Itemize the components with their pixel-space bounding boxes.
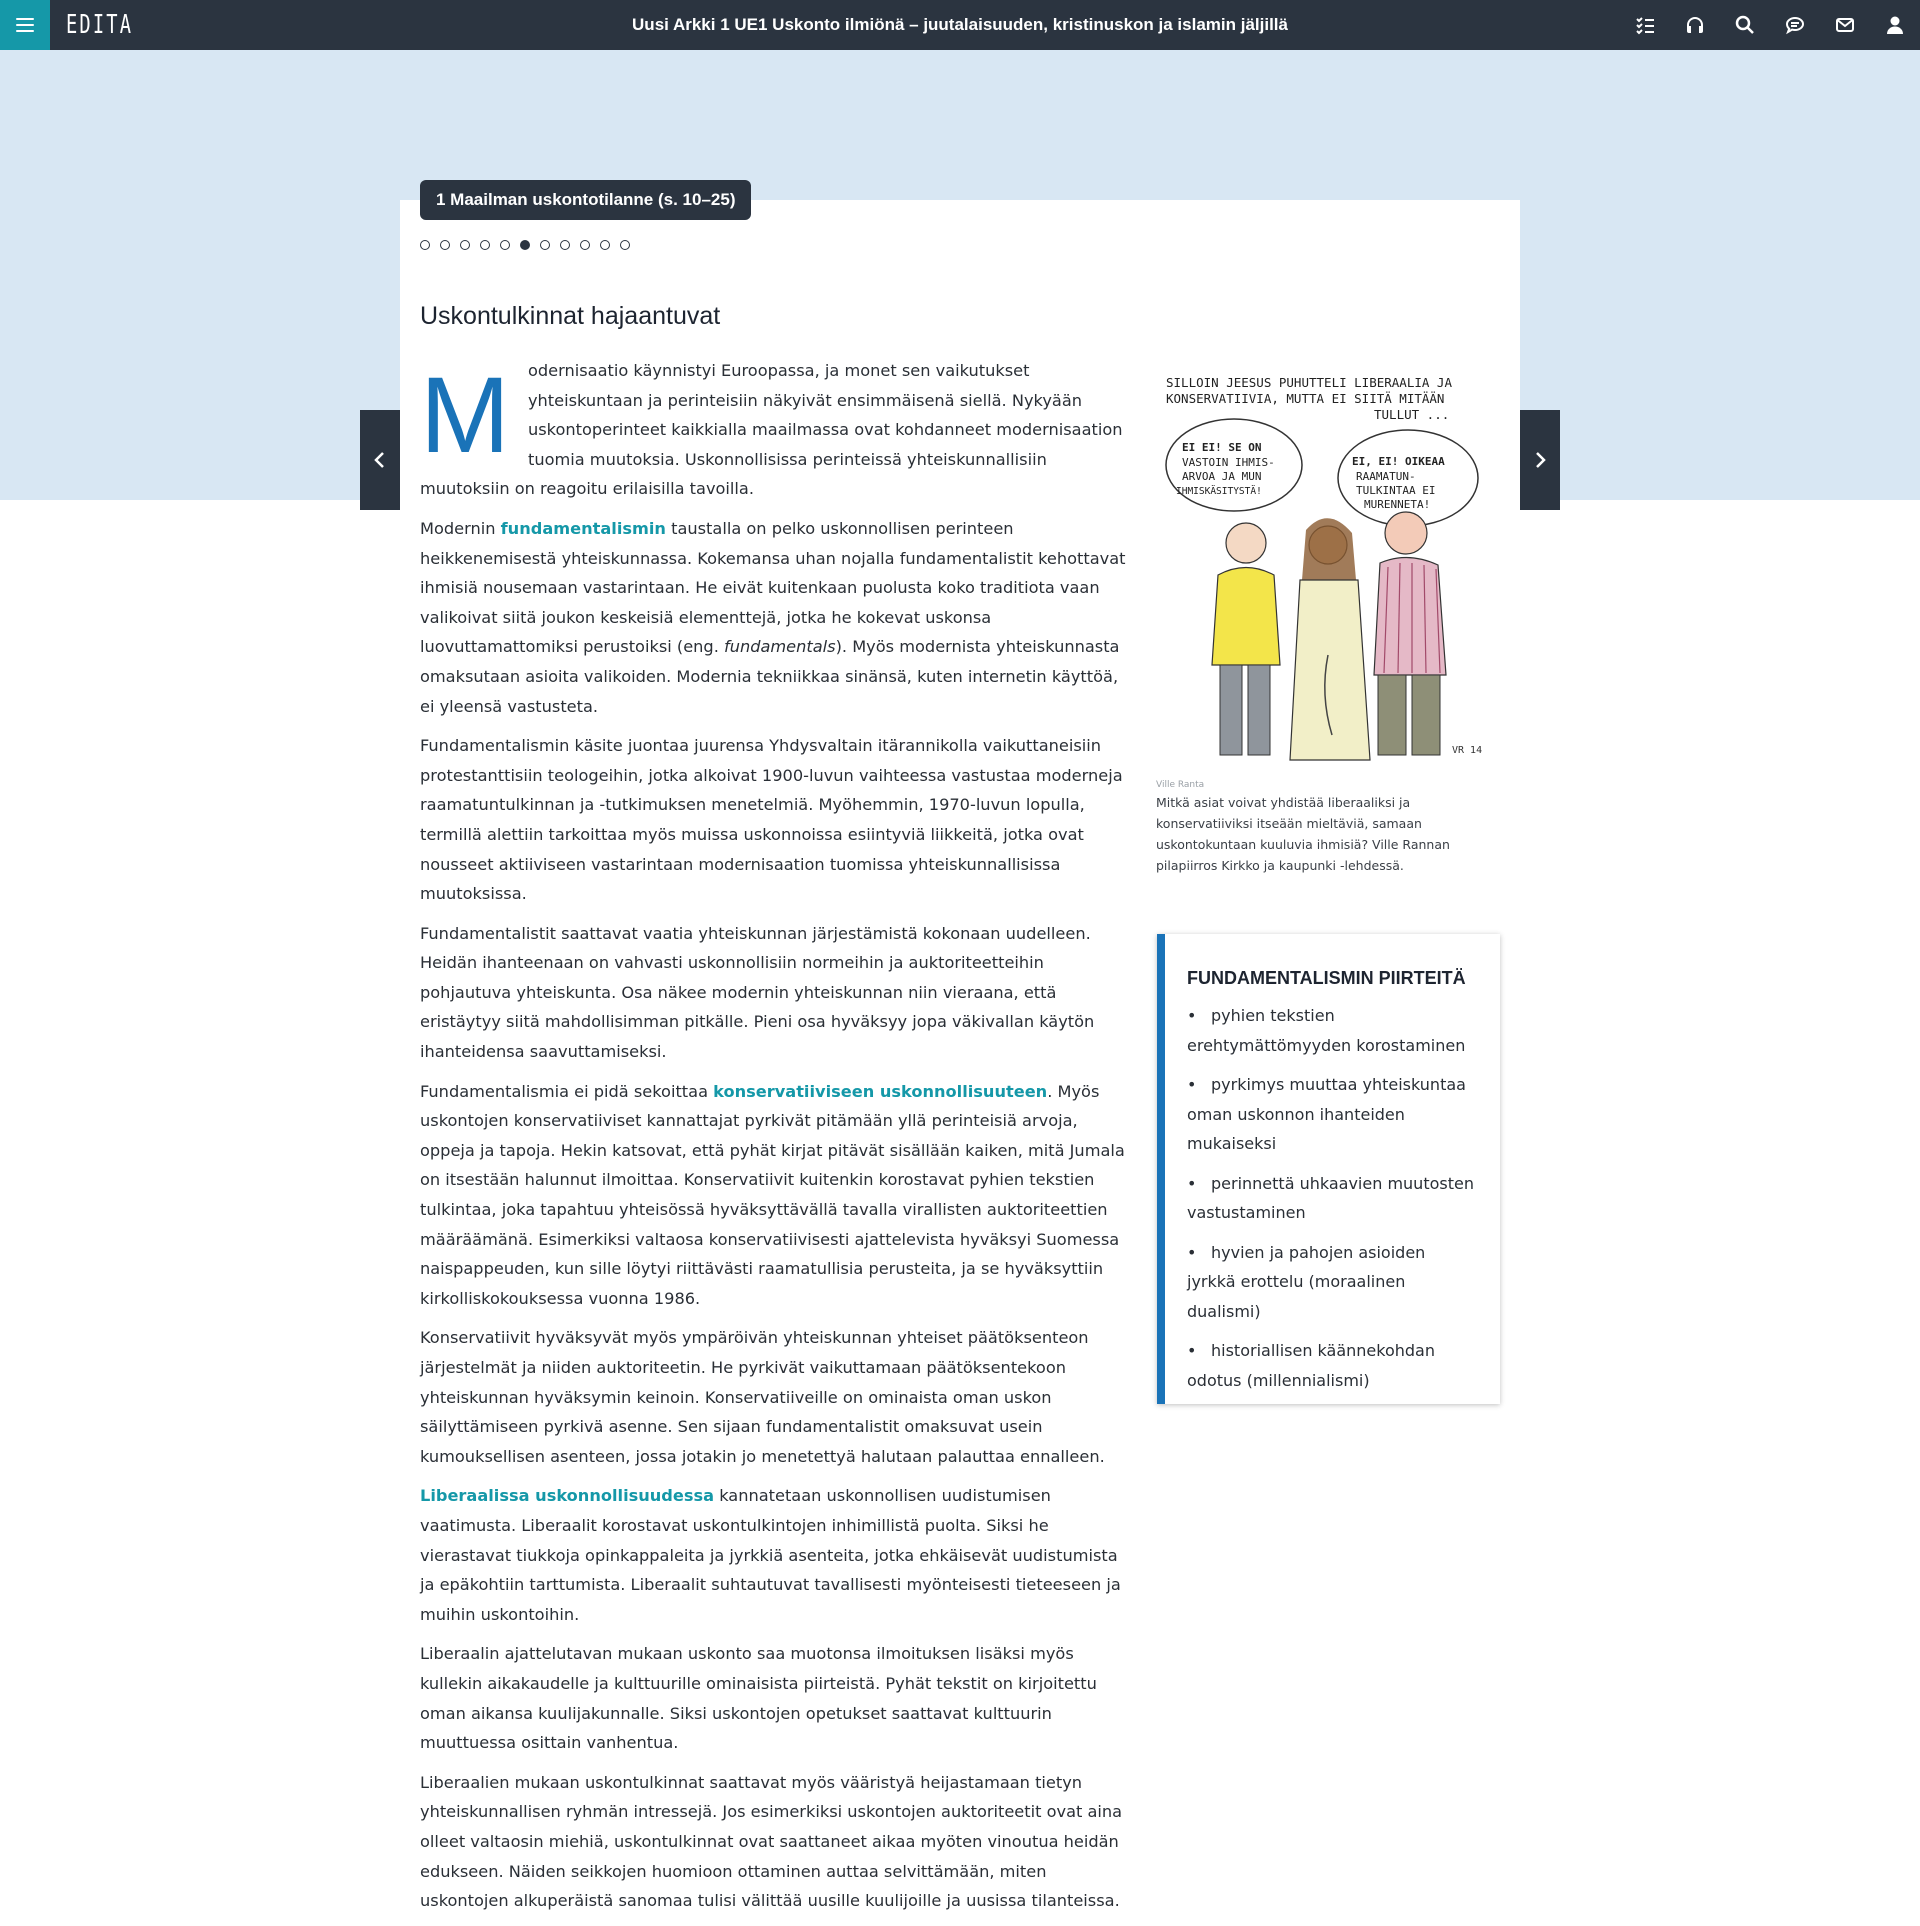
menu-icon (16, 18, 34, 32)
paragraph: Konservatiivit hyväksyvät myös ympäröivän yhteiskunnan yhteiset päätöksenteon järjestelmät ja niiden auktoriteetin. He pyrkivät vaikuttamaan päätöksentekoon yhteiskunnan hyväksymin keinoin. Konservatiiveille on ominaista oman uskon säilyttämiseen pyrkivä asenne. Sen sijaan fundamentalistit omaksuvat usein kumouksellisen asenteen, jossa jotakin jo menetettyä halutaan palauttaa ennalleen. (420, 1328, 1105, 1466)
term-link-fundamentalism[interactable]: fundamentalismin (500, 518, 666, 538)
cartoon-text: IHMISKÄSITYSTÄ! (1176, 486, 1262, 497)
figure (1156, 365, 1490, 876)
page-dot[interactable] (540, 240, 550, 250)
info-box-title: FUNDAMENTALISMIN PIIRTEITÄ (1187, 968, 1466, 988)
paragraph-text: . Myös uskontojen konservatiiviset kannattajat pyrkivät pitämään yllä perinteisiä arvoja, oppeja ja tapoja. Hekin katsovat, että pyhät kirjat pitävät sisällään kaiken, mitä Jumala on itsestään halunnut ilmoittaa. Konservatiivit kuitenkin korostavat pyhien tekstien tulkintaa, joka tapahtuu yhteisössä hyväksyttävällä tavalla virallisten auktoriteettien määräämänä. Esimerkiksi valtaosa konservatiivisesti ajattelevista hyväksyi Suomessa naispappeuden, kun sille löytyi riittävästi raamatullisia perusteita, ja se hyväksyttiin kirkolliskokouksessa vuonna 1986. (420, 1081, 1125, 1308)
emphasis-text: fundamentals (724, 637, 836, 657)
user-icon (1885, 15, 1905, 35)
chat-icon (1785, 15, 1805, 35)
image-credit: Ville Ranta (1156, 780, 1205, 790)
article-body (420, 356, 1137, 1926)
page-indicator (420, 240, 630, 250)
bullet-icon: • (1187, 1173, 1197, 1193)
list-item-text: hyvien ja pahojen asioiden jyrkkä erottelu (moraalinen dualismi) (1187, 1242, 1426, 1321)
term-link-liberal-religiosity[interactable]: Liberaalissa uskonnollisuudessa (420, 1486, 715, 1506)
list-item-text: historiallisen käännekohdan odotus (millennialismi) (1187, 1341, 1435, 1390)
cartoon-text: MURENNETA! (1364, 498, 1431, 511)
headphones-icon (1685, 15, 1705, 35)
paragraph-text: taustalla on pelko uskonnollisen perinteen heikkenemisestä yhteiskunnassa. Kokemansa uhan nojalla fundamentalistit kehottavat ihmisiä nousemaan vastarintaan. He eivät kuitenkaan puolusta koko traditiota vaan valikoivat siitä joukon keskeisiä elementtejä, jotka he kokevat uskonsa luovuttamattomiksi perustoiksi (eng. (420, 518, 1126, 657)
term-link-conservative-religiosity[interactable]: konservatiiviseen uskonnollisuuteen (713, 1081, 1048, 1101)
cartoon-text: ARVOA JA MUN (1182, 470, 1262, 483)
paragraph-text: odernisaatio käynnistyi Euroopassa, ja monet sen vaikutukset yhteiskuntaan ja perinteisiin näkyivät ensimmäisenä siellä. Nykyään uskontoperinteet kaikkialla maailmassa ovat kohdanneet modernisaation tuomia muutoksia. Uskonnollisissa perinteissä yhteiskunnallisiin muutoksiin on reagoitu erilaisilla tavoilla. (420, 361, 1123, 499)
bullet-icon: • (1187, 1242, 1197, 1262)
paragraph-text: kannatetaan uskonnollisen uudistumisen vaatimusta. Liberaalit korostavat uskontulkintojen inhimillistä puolta. Siksi he vierastavat tiukkoja opinkappaleita ja jyrkkiä asenteita, jotka ehkäisevät uudistumista ja epäkohtiin tarttumista. Liberaalit suhtautuvat tavallisesti myönteisesti tieteeseen ja muihin uskontoihin. (420, 1486, 1121, 1624)
cartoon-text: KONSERVATIIVIA, MUTTA EI SIITÄ MITÄÄN (1166, 391, 1445, 406)
paragraph (420, 514, 1137, 721)
menu-button[interactable] (0, 0, 50, 50)
cartoon-text: TULKINTAA EI (1356, 484, 1436, 497)
previous-page-button[interactable] (360, 410, 400, 510)
paragraph-text: Fundamentalismia ei pidä sekoittaa (420, 1081, 714, 1101)
paragraph-text: ). Myös modernista yhteiskunnasta omaksutaan asioita valikoiden. Modernia tekniikkaa sinänsä, kuten internetin käyttöä, ei yleensä vastusteta. (420, 637, 1120, 716)
paragraph: Fundamentalismin käsite juontaa juurensa Yhdysvaltain itärannikolla vaikuttaneisiin protestanttisiin teologeihin, jotka alkoivat 1900-luvun vaihteessa vastustaa moderneja raamatuntulkinnan ja -tutkimuksen menetelmiä. Myöhemmin, 1970-luvun lopulla, termillä alettiin tarkoittaa myös muissa uskonnoissa esiintyviä liikkeitä, jotka ovat nousseet aktiiviseen vastarintaan modernisaation tuomissa yhteiskunnallisissa muutoksissa. (420, 736, 1123, 904)
page-dot[interactable] (500, 240, 510, 250)
table-of-contents-icon (1635, 15, 1655, 35)
brand-logo[interactable]: EDITA (66, 10, 134, 40)
drop-cap: M (420, 354, 510, 475)
next-page-button[interactable] (1520, 410, 1560, 510)
info-box (1157, 934, 1500, 1404)
document-title: Uusi Arkki 1 UE1 Uskonto ilmiönä – juutalaisuuden, kristinuskon ja islamin jäljillä (632, 15, 1288, 34)
section-title: Uskontulkinnat hajaantuvat (420, 302, 721, 330)
info-box-list (1187, 1001, 1478, 1395)
paragraph (420, 356, 1137, 504)
list-item-text: pyhien tekstien erehtymättömyyden korostaminen (1187, 1006, 1466, 1055)
cartoon-text: EI, EI! OIKEAA (1352, 455, 1445, 468)
page-dot[interactable] (560, 240, 570, 250)
top-bar (0, 0, 1920, 50)
chevron-right-icon (1533, 451, 1547, 469)
figure-caption: Mitkä asiat voivat yhdistää liberaaliksi ja konservatiiviksi itseään mieltäviä, samaan uskontokuntaan kuuluvia ihmisiä? Ville Rannan pilapiirros Kirkko ja kaupunki -lehdessä. (1156, 795, 1450, 873)
paragraph: Liberaalin ajattelutavan mukaan uskonto saa muotonsa ilmoituksen lisäksi myös kullekin aikakaudelle ja kulttuurille ominaisista piirteistä. Pyhät tekstit on kirjoitettu oman aikansa kuulijakunnalle. Siksi uskontojen opetukset saattavat kulttuurin muuttuessa osittain vanhentua. (420, 1644, 1097, 1753)
paragraph (420, 1077, 1137, 1314)
cartoon-text: TULLUT ... (1374, 407, 1450, 422)
paragraph: Liberaalien mukaan uskontulkinnat saattavat myös vääristyä heijastamaan tietyn yhteiskunnallisen ryhmän intressejä. Jos esimerkiksi uskontojen auktoriteetit ovat aina olleet valtaosin miehiä, uskontulkinnat ovat saattaneet aikaa myöten vinoutua heidän edukseen. Näiden seikkojen huomioon ottaminen auttaa selvittämään, miten uskontojen alkuperäistä sanomaa tulisi välittää uusille kuulijoille ja uusissa tilanteissa. (420, 1772, 1123, 1911)
page-dot[interactable] (520, 240, 530, 250)
mail-button[interactable] (1820, 0, 1870, 50)
cartoon-text: VASTOIN IHMIS- (1182, 456, 1275, 469)
chevron-left-icon (373, 451, 387, 469)
cartoon-signature: VR 14 (1452, 745, 1483, 756)
search-button[interactable] (1720, 0, 1770, 50)
list-item (1187, 1001, 1478, 1060)
page-dot[interactable] (420, 240, 430, 250)
bullet-icon: • (1187, 1075, 1197, 1094)
list-item (1187, 1238, 1478, 1327)
paragraph (420, 1481, 1137, 1629)
paragraph: Fundamentalistit saattavat vaatia yhteiskunnan järjestämistä kokonaan uudelleen. Heidän ihanteenaan on vahvasti uskonnollisiin normeihin ja auktoriteetteihin pohjautuva yhteiskunta. Osa näkee modernin yhteiskunnan niin vieraana, että eristäytyy siitä mahdollisimman pitkälle. Pieni osa hyväksyy jopa väkivallan käytön ihanteidensa saavuttamiseksi. (420, 923, 1095, 1062)
mail-icon (1835, 15, 1855, 35)
user-button[interactable] (1870, 0, 1920, 50)
page-dot[interactable] (620, 240, 630, 250)
list-item (1187, 1070, 1478, 1159)
cartoon-text: SILLOIN JEESUS PUHUTTELI LIBERAALIA JA (1166, 375, 1452, 390)
list-item-text: pyrkimys muuttaa yhteiskuntaa oman uskonnon ihanteiden mukaiseksi (1187, 1075, 1466, 1153)
audio-button[interactable] (1670, 0, 1720, 50)
cartoon-text: EI EI! SE ON (1182, 441, 1262, 454)
search-icon (1735, 15, 1755, 35)
paragraph-text: Modernin (420, 518, 501, 538)
page-dot[interactable] (460, 240, 470, 250)
page-dot[interactable] (580, 240, 590, 250)
chapter-tab[interactable]: 1 Maailman uskontotilanne (s. 10–25) (420, 180, 751, 220)
toolbar (1620, 0, 1920, 50)
list-item (1187, 1169, 1478, 1228)
page-dot[interactable] (480, 240, 490, 250)
table-of-contents-button[interactable] (1620, 0, 1670, 50)
page-dot[interactable] (440, 240, 450, 250)
cartoon-image[interactable] (1156, 365, 1490, 770)
bullet-icon: • (1187, 1341, 1197, 1360)
chat-button[interactable] (1770, 0, 1820, 50)
cartoon-text: RAAMATUN- (1356, 470, 1416, 483)
list-item (1187, 1336, 1478, 1395)
page-dot[interactable] (600, 240, 610, 250)
list-item-text: perinnettä uhkaavien muutosten vastustaminen (1187, 1173, 1474, 1222)
bullet-icon: • (1187, 1006, 1197, 1025)
